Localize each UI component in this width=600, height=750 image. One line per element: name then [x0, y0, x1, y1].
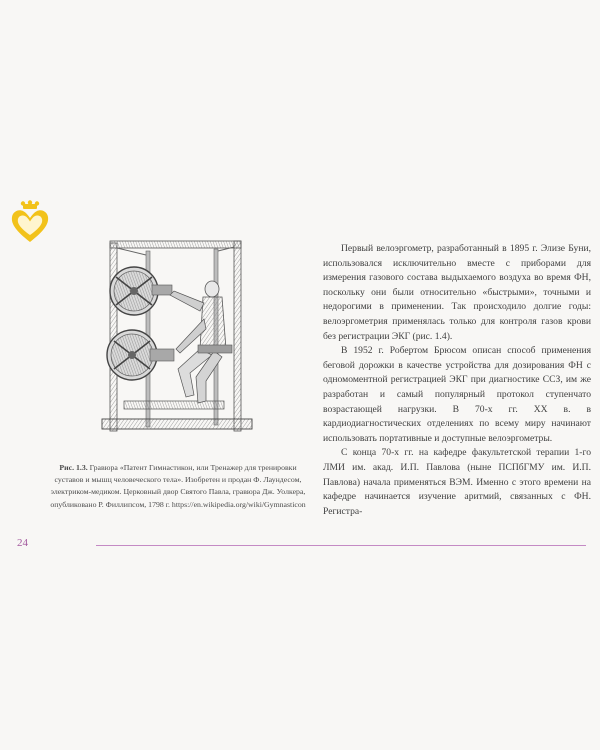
- paragraph: В 1952 г. Робертом Брюсом описан способ применения беговой дорожки в качестве устройства для дозирования ФН с одномоментной регистрацией ЭКГ при диагностике ССЗ, им же разработан и самый популярный протокол ступенчато возрастающей нагрузки. В 70-х гг. XX в. в кардиодиагностических отделениях по всему миру начинают использовать портативные и доступные велоэргометры.: [323, 345, 591, 444]
- figure-caption-text: Гравюра «Патент Гимнастикон, или Тренажер для тренировки суставов и мышц человеческого тела». Изобретен и продан Ф. Лаундесом, электриком-медиком. Церковный двор Святого Павла, гравюра Дж. Уолкера, опубликовано Р. Филлипсом, 1798 г. https://en.wikipedia.org/wiki/Gymnasticon: [50, 463, 306, 509]
- body-text: [323, 242, 591, 519]
- paragraph: С конца 70-х гг. на кафедре факультетской терапии 1-го ЛМИ им. акад. И.П. Павлова (ныне ПСПбГМУ им. И.П. Павлова) начала применяться ВЭМ. Именно с этого времени на кафедре начинается изучение аритмий, связанных с ФН. Регистра-: [323, 447, 591, 517]
- figure-label: Рис. 1.3.: [59, 463, 88, 472]
- page-number: 24: [17, 537, 28, 549]
- footer-rule: [96, 545, 586, 546]
- paragraph: Первый велоэргометр, разработанный в 1895 г. Элизе Буни, использовался исключительно вместе с приборами для измерения газового состава выдыхаемого воздуха во время ФН, поскольку они были относительно «быстрыми», точными и недорогими в применении. Так происходило долгие годы: велоэргометрия применялась только для контроля газов крови без регистрации ЭКГ (рис. 1.4).: [323, 243, 591, 342]
- figure-caption: [46, 462, 310, 511]
- crown-heart-logo-icon: [10, 200, 50, 244]
- gymnasticon-engraving: [94, 237, 264, 441]
